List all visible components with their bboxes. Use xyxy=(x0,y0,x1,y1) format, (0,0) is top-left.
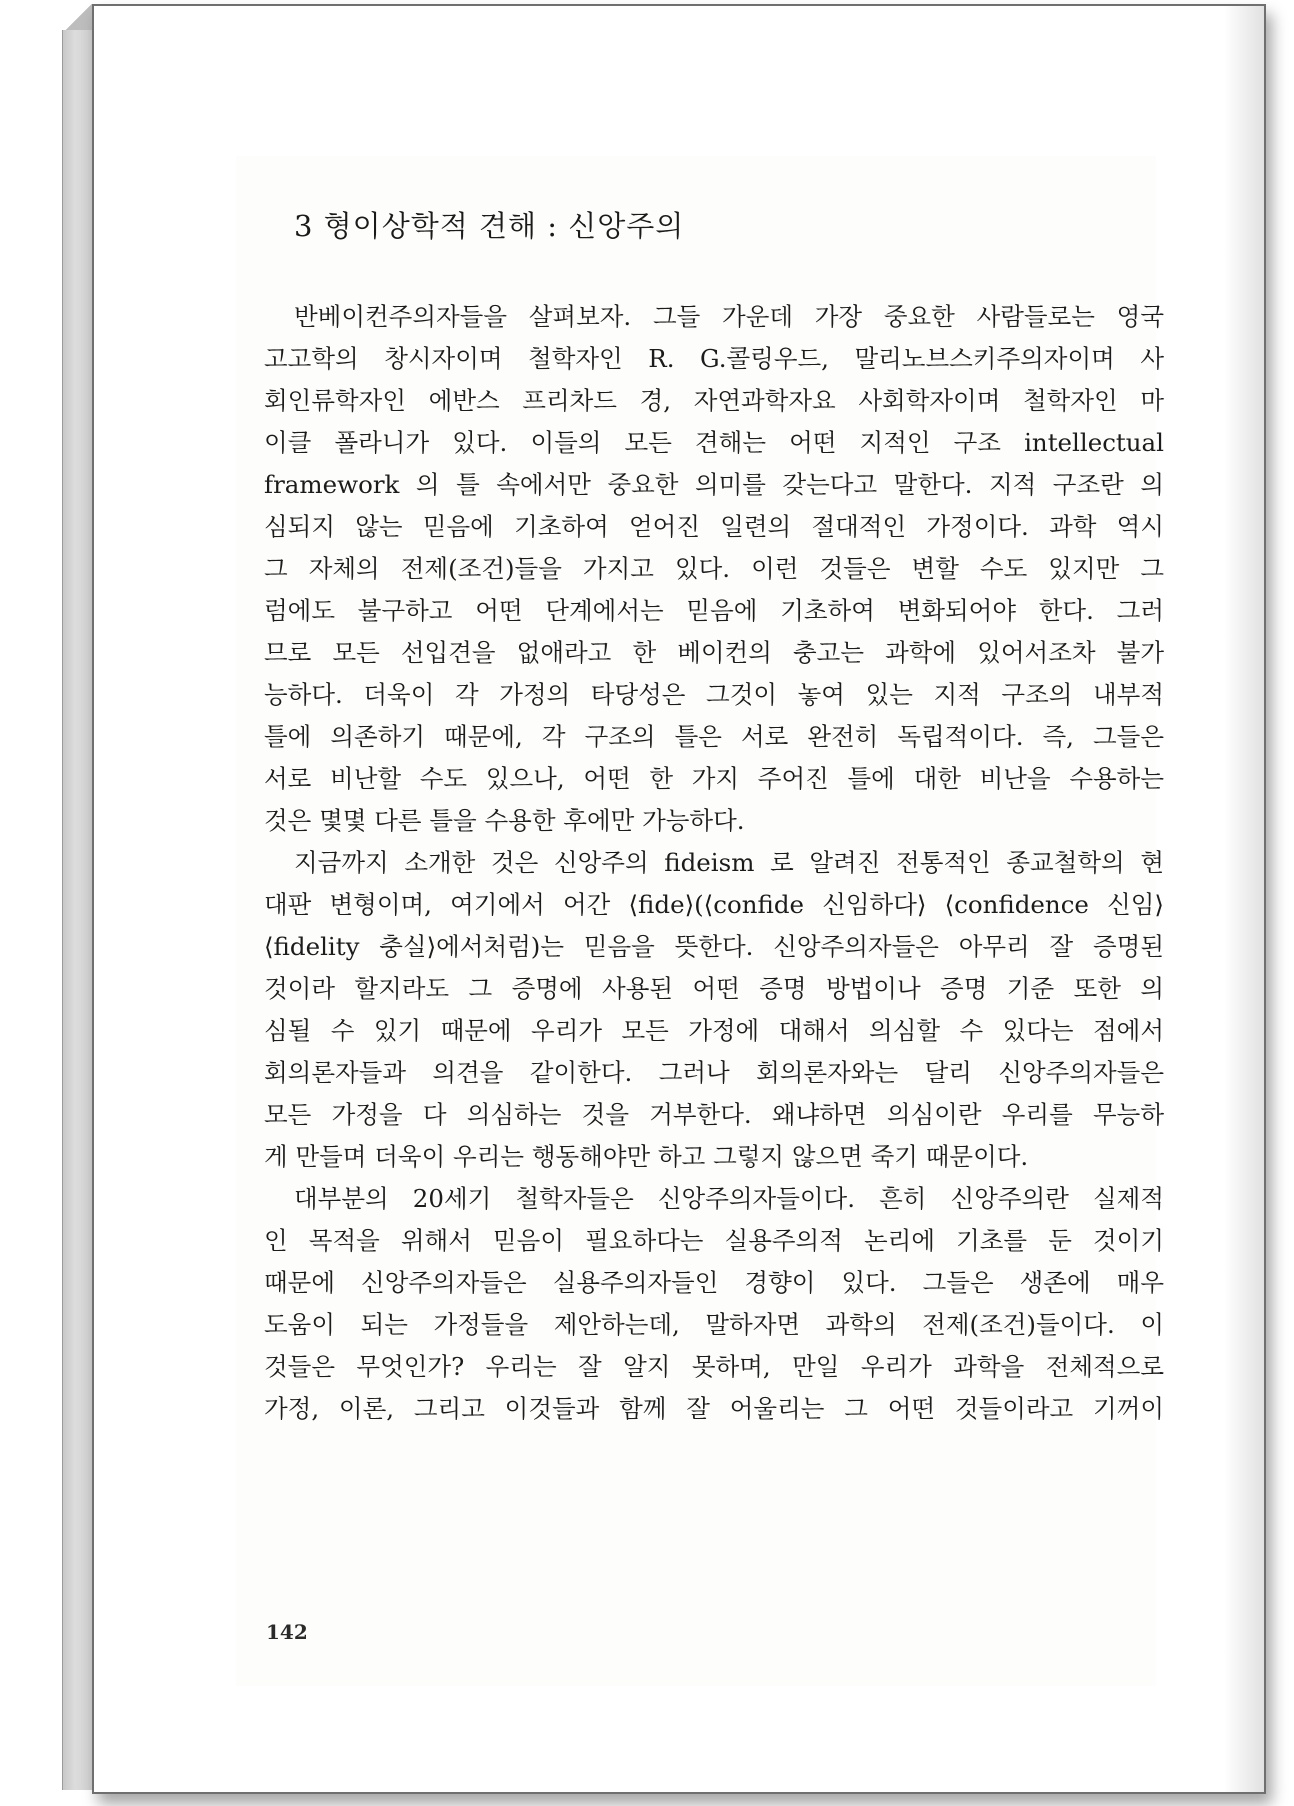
text-line: 회인류학자인 에반스 프리차드 경, 자연과학자요 사회학자이며 철학자인 마 xyxy=(264,386,1164,415)
text-line: 고고학의 창시자이며 철학자인 R. G.콜링우드, 말리노브스키주의자이며 사 xyxy=(264,344,1164,373)
paragraph-1 xyxy=(264,296,1164,842)
text-line: 가정, 이론, 그리고 이것들과 함께 잘 어울리는 그 어떤 것들이라고 기꺼이 xyxy=(264,1394,1164,1423)
text-line: 심될 수 있기 때문에 우리가 모든 가정에 대해서 의심할 수 있다는 점에서 xyxy=(264,1016,1164,1045)
text-line: 그 자체의 전제(조건)들을 가지고 있다. 이런 것들은 변할 수도 있지만 그 xyxy=(264,554,1164,583)
body-text xyxy=(264,296,1164,1430)
text-line: 이클 폴라니가 있다. 이들의 모든 견해는 어떤 지적인 구조 intellectual xyxy=(264,428,1164,457)
text-line: 회의론자들과 의견을 같이한다. 그러나 회의론자와는 달리 신앙주의자들은 xyxy=(264,1058,1164,1087)
text-line: 것들은 무엇인가? 우리는 잘 알지 못하며, 만일 우리가 과학을 전체적으로 xyxy=(264,1352,1164,1381)
text-line: 도움이 되는 가정들을 제안하는데, 말하자면 과학의 전제(조건)들이다. 이 xyxy=(264,1310,1164,1339)
text-line: 럼에도 불구하고 어떤 단계에서는 믿음에 기초하여 변화되어야 한다. 그러 xyxy=(264,596,1164,625)
text-line: 반베이컨주의자들을 살펴보자. 그들 가운데 가장 중요한 사람들로는 영국 xyxy=(294,302,1164,331)
text-line: 능하다. 더욱이 각 가정의 타당성은 그것이 놓여 있는 지적 구조의 내부적 xyxy=(264,680,1164,709)
text-line: 것은 몇몇 다른 틀을 수용한 후에만 가능하다. xyxy=(264,806,745,835)
text-line: 때문에 신앙주의자들은 실용주의자들인 경향이 있다. 그들은 생존에 매우 xyxy=(264,1268,1164,1297)
paragraph-3 xyxy=(264,1178,1164,1430)
text-line: 므로 모든 선입견을 없애라고 한 베이컨의 충고는 과학에 있어서조차 불가 xyxy=(264,638,1164,667)
text-line: 것이라 할지라도 그 증명에 사용된 어떤 증명 방법이나 증명 기준 또한 의 xyxy=(264,974,1164,1003)
section-heading: 3 형이상학적 견해 : 신앙주의 xyxy=(294,209,685,243)
page-number: 142 xyxy=(266,1620,308,1644)
text-line: 지금까지 소개한 것은 신앙주의 fideism 로 알려진 전통적인 종교철학의 현 xyxy=(294,848,1164,877)
text-line: 모든 가정을 다 의심하는 것을 거부한다. 왜냐하면 의심이란 우리를 무능하 xyxy=(264,1100,1164,1129)
text-line: 서로 비난할 수도 있으나, 어떤 한 가지 주어진 틀에 대한 비난을 수용하는 xyxy=(264,764,1164,793)
text-line: framework 의 틀 속에서만 중요한 의미를 갖는다고 말한다. 지적 구조란 의 xyxy=(264,470,1164,499)
text-line: 대부분의 20세기 철학자들은 신앙주의자들이다. 흔히 신앙주의란 실제적 xyxy=(294,1184,1164,1213)
paragraph-2 xyxy=(264,842,1164,1178)
text-line: 대판 변형이며, 여기에서 어간 ⟨fide⟩(⟨confide 신임하다⟩ ⟨confidence 신임⟩ xyxy=(264,890,1164,919)
text-line: ⟨fidelity 충실⟩에서처럼)는 믿음을 뜻한다. 신앙주의자들은 아무리 잘 증명된 xyxy=(264,932,1164,961)
text-line: 심되지 않는 믿음에 기초하여 얻어진 일련의 절대적인 가정이다. 과학 역시 xyxy=(264,512,1164,541)
text-line: 게 만들며 더욱이 우리는 행동해야만 하고 그렇지 않으면 죽기 때문이다. xyxy=(264,1142,1029,1171)
book-spine-edge xyxy=(62,30,93,1790)
text-line: 틀에 의존하기 때문에, 각 구조의 틀은 서로 완전히 독립적이다. 즉, 그들은 xyxy=(264,722,1164,751)
book-page xyxy=(92,4,1266,1794)
text-line: 인 목적을 위해서 믿음이 필요하다는 실용주의적 논리에 기초를 둔 것이기 xyxy=(264,1226,1164,1255)
page-edge-shadow xyxy=(1224,6,1264,1792)
